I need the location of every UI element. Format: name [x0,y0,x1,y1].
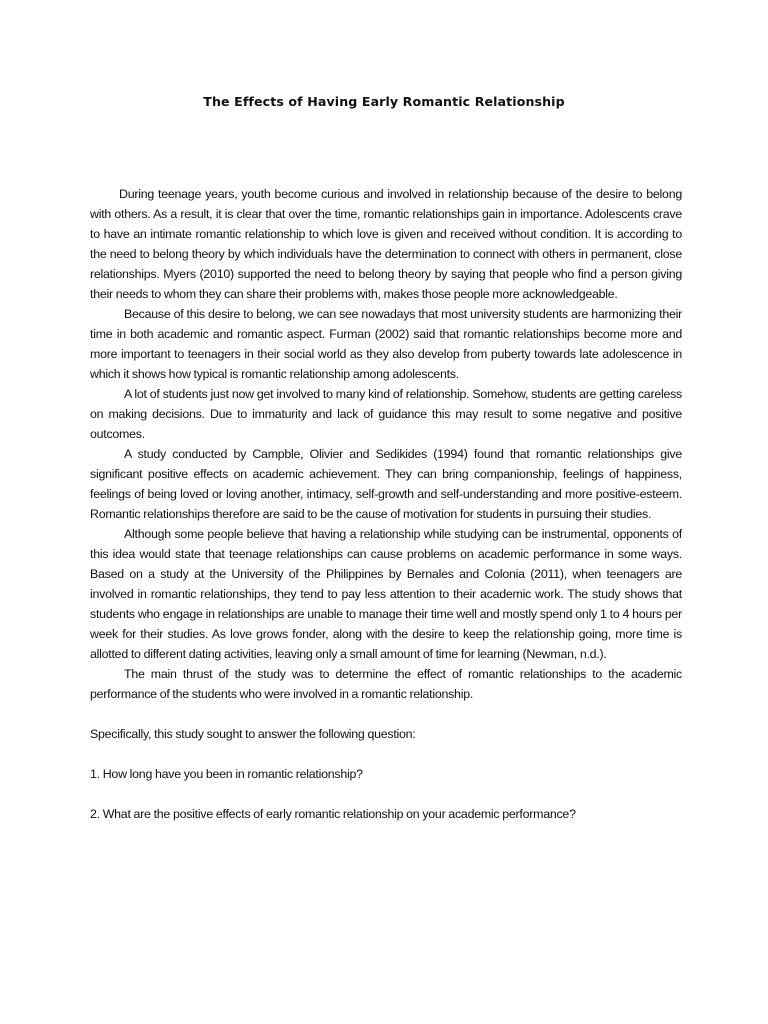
paragraph-2: Because of this desire to belong, we can see nowadays that most university students are harmonizing their time in both academic and romantic aspect. Furman (2002) said that romantic relationships become more and more important to teenagers in their social world as they also develop from puberty towards late adolescence in which it shows how typical is romantic relationship among adolescents. [90,307,682,381]
spacer [90,784,682,804]
paragraph-6: The main thrust of the study was to determine the effect of romantic relationships to the academic performance of the students who were involved in a romantic relationship. [90,667,682,701]
spacer [90,744,682,764]
paragraph-4: A study conducted by Campble, Olivier and Sedikides (1994) found that romantic relationships give significant positive effects on academic achievement. They can bring companionship, feelings of happiness, feelings of being loved or loving another, intimacy, self-growth and self-understanding and more positive-esteem. Romantic relationships therefore are said to be the cause of motivation for students in pursuing their studies. [90,447,682,521]
document-title: The Effects of Having Early Romantic Relationship [203,94,565,109]
intro-question: Specifically, this study sought to answer the following question: [90,727,416,741]
question-2: 2. What are the positive effects of early romantic relationship on your academic performance? [90,807,576,821]
paragraph-3: A lot of students just now get involved to many kind of relationship. Somehow, students are getting careless on making decisions. Due to immaturity and lack of guidance this may result to some negative and positive outcomes. [90,387,682,441]
question-1: 1. How long have you been in romantic relationship? [90,767,363,781]
paragraph-1: During teenage years, youth become curious and involved in relationship because of the desire to belong with others. As a result, it is clear that over the time, romantic relationships gain in importance. Adolescents crave to have an intimate romantic relationship to which love is given and received without condition. It is according to the need to belong theory by which individuals have the determination to connect with others in permanent, close relationships. Myers (2010) supported the need to belong theory by saying that people who find a person giving their needs to whom they can share their problems with, makes those people more acknowledgeable. [90,187,682,301]
spacer [90,704,682,724]
document-body [90,184,682,824]
paragraph-5: Although some people believe that having a relationship while studying can be instrumental, opponents of this idea would state that teenage relationships can cause problems on academic performance in some ways. Based on a study at the University of the Philippines by Bernales and Colonia (2011), when teenagers are involved in romantic relationships, they tend to pay less attention to their academic work. The study shows that students who engage in relationships are unable to manage their time well and mostly spend only 1 to 4 hours per week for their studies. As love grows fonder, along with the desire to keep the relationship going, more time is allotted to different dating activities, leaving only a small amount of time for learning (Newman, n.d.). [90,527,682,661]
